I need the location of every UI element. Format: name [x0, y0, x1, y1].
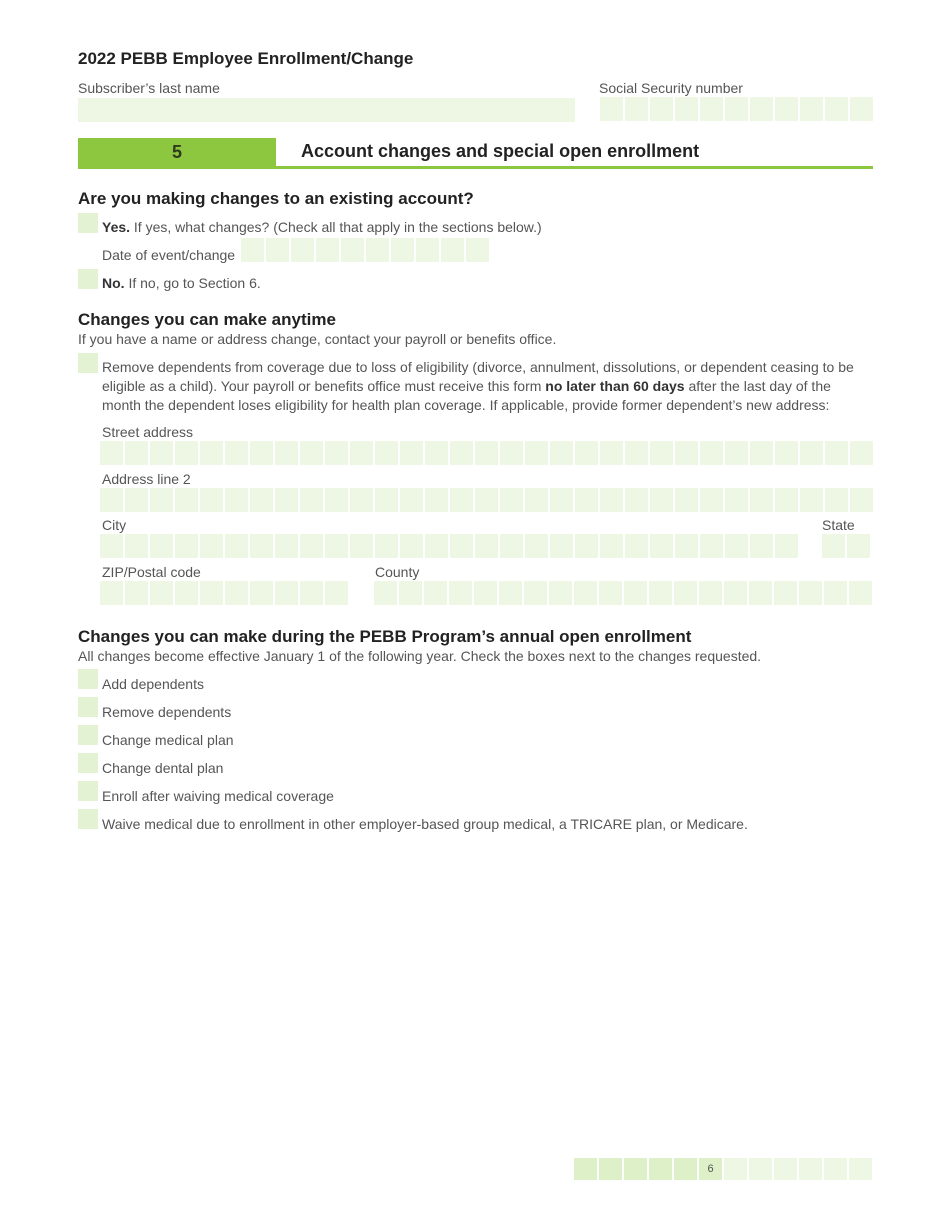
input-cell[interactable]: [599, 581, 622, 605]
input-cell[interactable]: [375, 534, 398, 558]
input-cell[interactable]: [450, 488, 473, 512]
input-cell[interactable]: [300, 488, 323, 512]
street-address-label: Street address: [102, 424, 194, 440]
input-cell[interactable]: [100, 581, 123, 605]
yes-option: [102, 219, 542, 235]
input-cell[interactable]: [774, 581, 797, 605]
input-cell[interactable]: [250, 441, 273, 465]
existing-account-heading: Are you making changes to an existing account?: [78, 189, 474, 208]
input-cell[interactable]: [575, 534, 598, 558]
zip-field[interactable]: [100, 581, 348, 605]
input-cell[interactable]: [275, 534, 298, 558]
input-cell[interactable]: [424, 581, 447, 605]
input-cell[interactable]: [725, 534, 748, 558]
input-cell[interactable]: [425, 534, 448, 558]
input-cell[interactable]: [600, 441, 623, 465]
input-cell[interactable]: [600, 534, 623, 558]
state-label: State: [822, 517, 855, 533]
input-cell[interactable]: [499, 581, 522, 605]
input-cell[interactable]: [749, 581, 772, 605]
input-cell[interactable]: [175, 441, 198, 465]
input-cell[interactable]: [775, 534, 798, 558]
state-field[interactable]: [822, 534, 870, 558]
input-cell[interactable]: [200, 441, 223, 465]
input-cell[interactable]: [824, 581, 847, 605]
input-cell[interactable]: [775, 441, 798, 465]
ssn-field[interactable]: [600, 97, 873, 121]
section-number: 5: [78, 138, 276, 166]
remove-text-bold: no later than 60 days: [545, 378, 685, 394]
input-cell[interactable]: [625, 488, 648, 512]
zip-label: ZIP/Postal code: [102, 564, 201, 580]
input-cell[interactable]: [799, 581, 822, 605]
input-cell[interactable]: [225, 581, 248, 605]
input-cell[interactable]: [475, 441, 498, 465]
yes-text: If yes, what changes? (Check all that apply in the sections below.): [130, 219, 542, 235]
input-cell[interactable]: [374, 581, 397, 605]
input-cell[interactable]: [350, 441, 373, 465]
yes-checkbox[interactable]: [78, 213, 98, 233]
city-field[interactable]: [100, 534, 798, 558]
input-cell[interactable]: [524, 581, 547, 605]
input-cell[interactable]: [750, 534, 773, 558]
input-cell[interactable]: [650, 534, 673, 558]
input-cell[interactable]: [725, 488, 748, 512]
date-of-event-field[interactable]: [241, 238, 489, 262]
remove-text-part-1: Remove dependents from coverage due to loss of eligibility (divorce, annulment, dissolutions, or dependent ceasing to be eligible as a child). Your payroll or benefits office must receive this form: [102, 359, 854, 394]
input-cell[interactable]: [675, 441, 698, 465]
input-cell[interactable]: [300, 441, 323, 465]
input-cell[interactable]: [675, 534, 698, 558]
no-checkbox[interactable]: [78, 269, 98, 289]
input-cell[interactable]: [625, 441, 648, 465]
option-checkbox[interactable]: [78, 697, 98, 717]
input-cell[interactable]: [325, 581, 348, 605]
input-cell[interactable]: [525, 488, 548, 512]
input-cell[interactable]: [225, 488, 248, 512]
input-cell[interactable]: [675, 488, 698, 512]
last-name-field[interactable]: [78, 98, 575, 122]
input-cell[interactable]: [200, 488, 223, 512]
option-change-dental: Change dental plan: [102, 760, 224, 776]
anytime-heading: Changes you can make anytime: [78, 310, 336, 329]
no-option: [102, 275, 261, 291]
input-cell[interactable]: [325, 534, 348, 558]
open-enrollment-intro: All changes become effective January 1 of the following year. Check the boxes next to the changes requested.: [78, 648, 762, 664]
input-cell[interactable]: [150, 488, 173, 512]
input-cell[interactable]: [600, 488, 623, 512]
input-cell[interactable]: [175, 534, 198, 558]
option-add-dependents: Add dependents: [102, 676, 204, 692]
county-label: County: [375, 564, 420, 580]
input-cell[interactable]: [150, 441, 173, 465]
input-cell[interactable]: [650, 441, 673, 465]
input-cell[interactable]: [700, 534, 723, 558]
input-cell[interactable]: [725, 441, 748, 465]
input-cell[interactable]: [800, 488, 823, 512]
input-cell[interactable]: [225, 534, 248, 558]
document-title: 2022 PEBB Employee Enrollment/Change: [78, 49, 414, 68]
remove-dependents-eligibility-checkbox[interactable]: [78, 353, 98, 373]
input-cell[interactable]: [300, 581, 323, 605]
input-cell[interactable]: [649, 581, 672, 605]
input-cell[interactable]: [849, 581, 872, 605]
input-cell[interactable]: [275, 581, 298, 605]
input-cell[interactable]: [325, 488, 348, 512]
input-cell[interactable]: [400, 534, 423, 558]
option-checkbox[interactable]: [78, 725, 98, 745]
input-cell[interactable]: [475, 488, 498, 512]
input-cell[interactable]: [150, 581, 173, 605]
input-cell[interactable]: [250, 488, 273, 512]
footer-barcode: [574, 1158, 872, 1180]
input-cell[interactable]: [449, 581, 472, 605]
yes-label: Yes.: [102, 219, 131, 235]
option-checkbox[interactable]: [78, 781, 98, 801]
address-line-2-label: Address line 2: [102, 471, 191, 487]
input-cell[interactable]: [574, 581, 597, 605]
option-checkbox[interactable]: [78, 753, 98, 773]
open-enrollment-heading: Changes you can make during the PEBB Program’s annual open enrollment: [78, 627, 692, 646]
input-cell[interactable]: [250, 534, 273, 558]
input-cell[interactable]: [775, 488, 798, 512]
input-cell[interactable]: [475, 534, 498, 558]
input-cell[interactable]: [125, 581, 148, 605]
option-checkbox[interactable]: [78, 669, 98, 689]
input-cell[interactable]: [300, 534, 323, 558]
remove-text-part-2: after the last day of the month the dependent loses eligibility for health plan coverage. If applicable, provide former dependent’s new address:: [102, 378, 831, 413]
input-cell[interactable]: [400, 488, 423, 512]
input-cell[interactable]: [500, 534, 523, 558]
page-number: 6: [699, 1158, 722, 1180]
input-cell[interactable]: [325, 441, 348, 465]
input-cell[interactable]: [175, 581, 198, 605]
input-cell[interactable]: [500, 441, 523, 465]
input-cell[interactable]: [525, 534, 548, 558]
input-cell[interactable]: [200, 534, 223, 558]
input-cell[interactable]: [750, 441, 773, 465]
input-cell[interactable]: [275, 441, 298, 465]
input-cell[interactable]: [699, 581, 722, 605]
input-cell[interactable]: [125, 534, 148, 558]
input-cell[interactable]: [350, 534, 373, 558]
input-cell[interactable]: [525, 441, 548, 465]
input-cell[interactable]: [399, 581, 422, 605]
street-address-field[interactable]: [100, 441, 873, 465]
input-cell[interactable]: [200, 581, 223, 605]
input-cell[interactable]: [125, 441, 148, 465]
input-cell[interactable]: [825, 441, 848, 465]
input-cell[interactable]: [650, 488, 673, 512]
input-cell[interactable]: [800, 441, 823, 465]
input-cell[interactable]: [125, 488, 148, 512]
county-field[interactable]: [374, 581, 872, 605]
input-cell[interactable]: [850, 441, 873, 465]
input-cell[interactable]: [450, 534, 473, 558]
input-cell[interactable]: [100, 441, 123, 465]
input-cell[interactable]: [350, 488, 373, 512]
input-cell[interactable]: [550, 441, 573, 465]
option-enroll-after-waiving: Enroll after waiving medical coverage: [102, 788, 334, 804]
last-name-label: Subscriber’s last name: [78, 80, 220, 96]
input-cell[interactable]: [550, 534, 573, 558]
input-cell[interactable]: [425, 441, 448, 465]
input-cell[interactable]: [850, 488, 873, 512]
input-cell[interactable]: [474, 581, 497, 605]
no-label: No.: [102, 275, 125, 291]
input-cell[interactable]: [700, 488, 723, 512]
city-label: City: [102, 517, 127, 533]
input-cell[interactable]: [375, 441, 398, 465]
input-cell[interactable]: [450, 441, 473, 465]
input-cell[interactable]: [549, 581, 572, 605]
anytime-intro: If you have a name or address change, contact your payroll or benefits office.: [78, 331, 557, 347]
input-cell[interactable]: [225, 441, 248, 465]
date-of-event-label: Date of event/change: [102, 247, 236, 263]
ssn-label: Social Security number: [599, 80, 743, 96]
input-cell[interactable]: [550, 488, 573, 512]
option-change-medical: Change medical plan: [102, 732, 234, 748]
input-cell[interactable]: [625, 534, 648, 558]
input-cell[interactable]: [400, 441, 423, 465]
input-cell[interactable]: [624, 581, 647, 605]
section-title: Account changes and special open enrollment: [301, 141, 700, 161]
input-cell[interactable]: [100, 534, 123, 558]
input-cell[interactable]: [150, 534, 173, 558]
input-cell[interactable]: [700, 441, 723, 465]
remove-dependents-eligibility-text: [102, 358, 862, 415]
input-cell[interactable]: [175, 488, 198, 512]
option-waive-medical: Waive medical due to enrollment in other employer-based group medical, a TRICARE plan, or Medicare.: [102, 816, 748, 832]
no-text: If no, go to Section 6.: [124, 275, 261, 291]
input-cell[interactable]: [275, 488, 298, 512]
input-cell[interactable]: [425, 488, 448, 512]
input-cell[interactable]: [250, 581, 273, 605]
input-cell[interactable]: [674, 581, 697, 605]
input-cell[interactable]: [500, 488, 523, 512]
input-cell[interactable]: [575, 488, 598, 512]
input-cell[interactable]: [750, 488, 773, 512]
option-remove-dependents: Remove dependents: [102, 704, 232, 720]
option-checkbox[interactable]: [78, 809, 98, 829]
input-cell[interactable]: [724, 581, 747, 605]
input-cell[interactable]: [825, 488, 848, 512]
input-cell[interactable]: [100, 488, 123, 512]
input-cell[interactable]: [575, 441, 598, 465]
input-cell[interactable]: [375, 488, 398, 512]
address-line-2-field[interactable]: [100, 488, 873, 512]
